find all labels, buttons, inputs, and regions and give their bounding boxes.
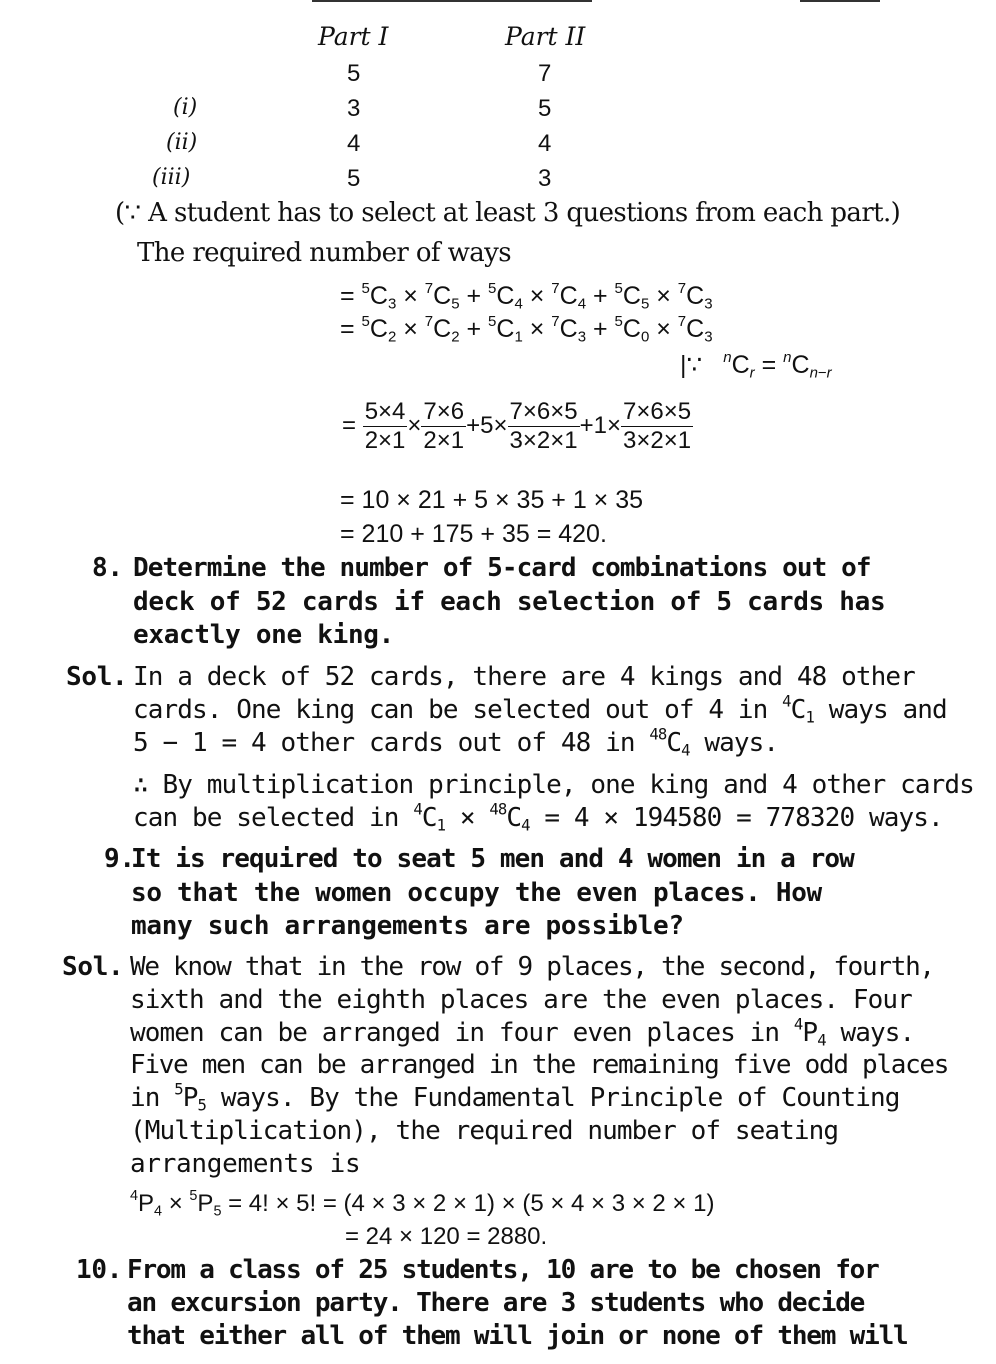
table-row-label: (iii) (152, 165, 191, 190)
fraction-expression: = $\frac{5\times 4}{2\times 1}$ × $\frac{7\times 6}{2\times 1}$ +5× $\frac{7\times 6\times 5}{3\times 2\times 1}$ +1× $\frac{7\times 6\times 5}{3\times 2\times 1}$ (342, 398, 692, 454)
table-row-label: (i) (173, 95, 198, 120)
q9-sol-line: We know that in the row of 9 places, the second, fourth, (130, 952, 934, 982)
q8-therefore-line: ∴ By multiplication principle, one king and 4 other cards (133, 770, 974, 800)
top-rule-left (312, 0, 592, 2)
q10-number: 10. (76, 1255, 123, 1285)
q8-question-line: deck of 52 cards if each selection of 5 cards has (133, 587, 886, 617)
table-row-label: (ii) (166, 130, 198, 155)
q9-equation: $^4P_4 \times ^5P_5 = 4$! × 5! = (4 × 3 × 2 × 1) × (5 × 4 × 3 × 2 × 1) (130, 1188, 715, 1220)
table-cell: 3 (538, 165, 552, 192)
table-cell: 4 (538, 130, 552, 157)
required-ways-text: The required number of ways (137, 238, 511, 268)
note-text: (∵ A student has to select at least 3 questions from each part.) (115, 198, 901, 228)
q8-question-line: Determine the number of 5-card combinations out of (133, 553, 871, 583)
combination-line-2: = $^5C_2 \times ^7C_2 + ^5C_1 \times ^7C_3 + ^5C_0 \times ^7C_3$ (340, 312, 713, 346)
q8-sol-line: In a deck of 52 cards, there are 4 kings and 48 other (133, 662, 915, 692)
q8-sol-label: Sol. (66, 662, 128, 692)
q8-question-line: exactly one king. (133, 620, 395, 650)
q10-question-line: that either all of them will join or none of them will (127, 1321, 908, 1351)
step-1: = 10 × 21 + 5 × 35 + 1 × 35 (340, 486, 644, 514)
table-header-part2: Part II (505, 22, 586, 51)
since-symbol: |∵ (680, 351, 703, 379)
q10-question-line: From a class of 25 students, 10 are to be chosen for (127, 1255, 879, 1285)
top-rule-right (800, 0, 880, 2)
q9-sol-line-5: in $^5P_5$ ways. By the Fundamental Principle of Counting (130, 1080, 900, 1115)
table-header-part1: Part I (318, 22, 389, 51)
q8-result-line: can be selected in $^4C_1 \times ^{48}C_4 = 4 \times 194580 = 778320$ ways. (133, 800, 943, 835)
combination-line-1: = $^5C_3 \times ^7C_5 + ^5C_4 \times ^7C_4 + ^5C_5 \times ^7C_3$ (340, 279, 713, 313)
table-cell: 3 (347, 95, 361, 122)
q9-sol-label: Sol. (62, 952, 124, 982)
q9-equation-result: = 24 × 120 = 2880. (345, 1223, 548, 1250)
table-cell: 4 (347, 130, 361, 157)
q9-sol-line: Five men can be arranged in the remaining five odd places (130, 1050, 949, 1080)
q8-sol-line-2: cards. One king can be selected out of 4 in $^4C_1$ ways and (133, 692, 947, 727)
table-cell: 5 (347, 165, 361, 192)
step-2: = 210 + 175 + 35 = 420. (340, 520, 607, 548)
q9-sol-line: sixth and the eighth places are the even places. Four (130, 985, 912, 1015)
table-cell: 5 (538, 95, 552, 122)
q9-question-line: so that the women occupy the even places. How (131, 878, 822, 908)
q8-number: 8. (92, 553, 123, 583)
q8-sol-line-3: 5 − 1 = 4 other cards out of 48 in $^{48}C_4$ ways. (133, 725, 779, 760)
q10-question-line: an excursion party. There are 3 students who decide (127, 1288, 865, 1318)
q9-number: 9. (104, 844, 135, 874)
q9-question-line: It is required to seat 5 men and 4 women in a row (131, 844, 854, 874)
table-total-part1: 5 (347, 60, 361, 87)
q9-sol-line: arrangements is (130, 1149, 361, 1179)
table-total-part2: 7 (538, 60, 552, 87)
q9-question-line: many such arrangements are possible? (131, 911, 684, 941)
identity-note: |∵ $^nC_r = ^nC_{n-r}$ (680, 348, 832, 382)
q9-sol-line: (Multiplication), the required number of seating (130, 1116, 839, 1146)
q9-sol-line-3: women can be arranged in four even places in $^4P_4$ ways. (130, 1015, 915, 1050)
